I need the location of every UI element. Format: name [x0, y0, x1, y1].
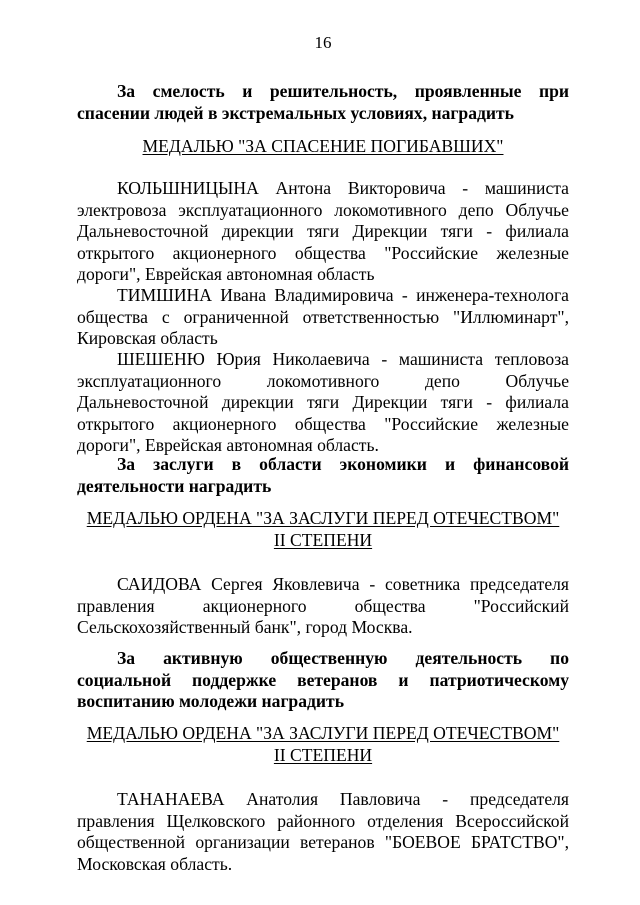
section-2-award-line-2: II СТЕПЕНИ — [273, 529, 373, 550]
section-3-entry-1: ТАНАНАЕВА Анатолия Павловича - председателя правления Щелковского районного отделения Всероссийской общественной организации ветеранов "БОЕВОЕ БРАТСТВО", Московская область. — [77, 789, 569, 874]
section-1-heading: За смелость и решительность, проявленные при спасении людей в экстремальных условиях, наградить — [77, 81, 569, 123]
section-3-heading: За активную общественную деятельность по социальной поддержке ветеранов и патриотическому воспитанию молодежи наградить — [77, 648, 569, 711]
section-2-award-line-1: МЕДАЛЬЮ ОРДЕНА "ЗА ЗАСЛУГИ ПЕРЕД ОТЕЧЕСТВОМ" — [86, 508, 560, 528]
section-1-entry-1: КОЛЬШНИЦЫНА Антона Викторовича - машиниста электровоза эксплуатационного локомотивного депо Облучье Дальневосточной дирекции тяги Дирекции тяги - филиала открытого акционерного общества "Российские железные дороги", Еврейская автономная область — [77, 178, 569, 284]
section-1-entry-2: ТИМШИНА Ивана Владимировича - инженера-технолога общества с ограниченной ответственностью "Иллюминарт", Кировская область — [77, 285, 569, 348]
section-2-award-title — [77, 508, 569, 551]
section-3-award-title — [77, 723, 569, 766]
section-1-award-line-1: МЕДАЛЬЮ "ЗА СПАСЕНИЕ ПОГИБАВШИХ" — [142, 136, 504, 156]
section-1-entry-3: ШЕШЕНЮ Юрия Николаевича - машиниста тепловоза эксплуатационного локомотивного депо Облучье Дальневосточной дирекции тяги Дирекции тяги - филиала открытого акционерного общества "Российские железные дороги", Еврейская автономная область. — [77, 349, 569, 455]
section-3-award-line-2: II СТЕПЕНИ — [273, 744, 373, 765]
page-number: 16 — [314, 33, 332, 52]
section-2-heading: За заслуги в области экономики и финансовой деятельности наградить — [77, 454, 569, 496]
section-2-entry-1: САИДОВА Сергея Яковлевича - советника председателя правления акционерного общества "Российский Сельскохозяйственный банк", город Москва. — [77, 574, 569, 637]
section-1-award-title — [77, 136, 569, 158]
section-3-award-line-1: МЕДАЛЬЮ ОРДЕНА "ЗА ЗАСЛУГИ ПЕРЕД ОТЕЧЕСТВОМ" — [86, 723, 560, 743]
